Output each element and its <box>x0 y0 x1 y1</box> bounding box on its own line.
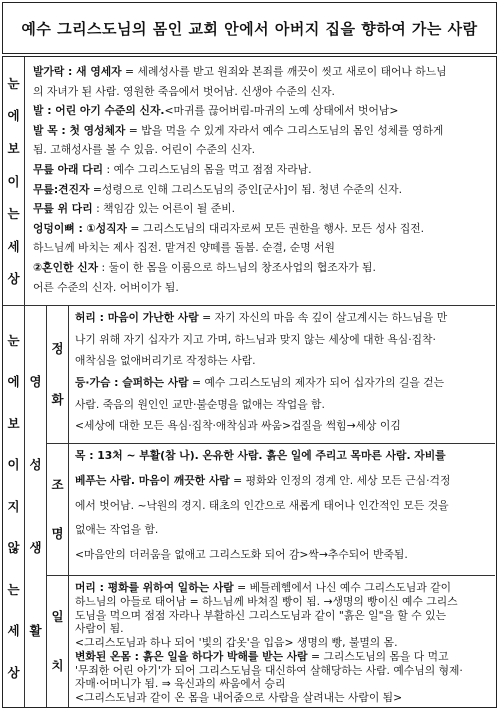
stage-2-text: <마음안의 더러움을 없애고 그리스도화 되어 감>싹→추수되어 반죽됨. <box>75 548 408 562</box>
stage-label-1-char: 정 <box>51 341 64 357</box>
visible-world-line <box>33 181 402 198</box>
stage-3-text: <그리스도님과 같이 온 몸을 내어줌으로 사람을 살려내는 사람이 됨> <box>75 691 403 705</box>
stage-1-text: 나기 위해 자기 십자가 지고 가며, 하느님과 맞지 않는 세상에 대한 욕심·집착· <box>75 332 436 346</box>
visible-world-label-char: 상 <box>7 271 20 287</box>
visible-world-heading: 발 목 : 첫 영성체자 <box>33 123 126 137</box>
invisible-world-label-char: 는 <box>7 581 20 597</box>
stage-3-text: <그리스도님과 하나 되어 '빛의 갑옷'을 입음> 생명의 빵, 불멸의 몸. <box>75 636 398 650</box>
visible-world-line <box>33 259 376 276</box>
spiritual-life-label-char: 활 <box>29 623 42 638</box>
stage-1-text: 애착심을 없애버리기로 작정하는 사람. <box>75 354 256 368</box>
stage-2-text: 없애는 작업을 함. <box>75 523 159 537</box>
stage-divider <box>47 575 495 576</box>
visible-world-label-char: 이 <box>7 173 20 189</box>
stage-3-line <box>75 689 402 706</box>
stage-1-line <box>75 331 436 348</box>
visible-world-label <box>3 57 25 305</box>
stage-label-3 <box>47 575 69 707</box>
stage-3-heading: 변화된 온몸 : 흙은 일을 하다가 박해를 받는 사람 <box>75 649 308 663</box>
invisible-world-label-char: 이 <box>7 457 20 472</box>
visible-world-line <box>33 63 447 80</box>
visible-world-heading: 발가락 : 새 영세자 <box>33 65 122 78</box>
visible-world-line <box>33 200 235 217</box>
stage-2-line <box>75 497 449 514</box>
visible-world-heading: ②혼인한 신자 <box>33 261 99 274</box>
stage-2-heading: 목 : 13처 ~ 부활(참 나). 온유한 사람. 흙은 일에 주리고 목마른 사람. 자비를 <box>75 449 446 462</box>
stage-3-text: 하느님의 아들로 태어남 = 하느님께 바쳐질 빵이 됨. →생명의 빵이신 예수 그리스 <box>75 594 458 608</box>
visible-world-text: 의 자녀가 된 사람. 영원한 죽음에서 벗어남. 신생아 수준의 신자. <box>33 84 335 98</box>
stage-3-text: '무죄한 어린 아기'가 되어 그리스도님을 대신하여 살해당하는 사람. 예수님의 형제· <box>75 663 463 677</box>
visible-world-line <box>33 161 312 178</box>
stage-label-1 <box>47 305 69 443</box>
stage-3-line <box>75 607 446 624</box>
stage-1-text: 사람. 죽음의 원인인 교만·불순명을 없애는 작업을 함. <box>75 397 325 411</box>
visible-world-label-char: 세 <box>7 238 20 254</box>
stage-label-3-char: 치 <box>51 657 64 673</box>
stage-label-1-char: 화 <box>51 391 64 407</box>
stage-1-text: = 예수 그리스도님의 제자가 되어 십자가의 길을 걷는 <box>188 376 445 389</box>
visible-world-line <box>33 239 335 256</box>
visible-world-text: : 둘이 한 몸을 이룸으로 하느님의 창조사업의 협조자가 됨. <box>98 261 376 274</box>
page-title: 예수 그리스도님의 몸인 교회 안에서 아버지 집을 향하여 가는 사람 <box>21 19 478 38</box>
invisible-world-label-char: 에 <box>7 374 20 389</box>
visible-world-label-char: 눈 <box>7 75 20 91</box>
stage-3-heading: 머리 : 평화를 위하여 일하는 사람 <box>75 581 234 594</box>
stage-3-text: 사람이 됨. <box>75 622 124 636</box>
stage-2-line <box>75 546 408 563</box>
stage-2-line <box>75 447 446 464</box>
visible-world-text: 됨. 고해성사를 볼 수 있음. 어린이 수준의 신자. <box>33 143 256 157</box>
stage-1-line <box>75 309 447 326</box>
spiritual-life-label-char: 성 <box>29 457 42 472</box>
visible-world-label-char: 에 <box>7 108 20 124</box>
stage-2-heading: 베푸는 사람. 마음이 깨끗한 사람 <box>75 473 230 487</box>
stage-2-text: 에서 벗어남. ~낙원의 경지. 태초의 인간으로 새롭게 태어나 인간적인 모든 것을 <box>75 498 449 512</box>
visible-world-heading: 무릎 위 다리 <box>33 202 93 216</box>
stage-2-text: = 평화와 인정의 경계 안. 세상 모든 근심·걱정 <box>229 473 451 487</box>
stage-1-line <box>75 396 325 413</box>
stage-label-2 <box>47 443 69 575</box>
stage-2-line <box>75 472 450 489</box>
visible-world-text: 하느님께 바치는 제사 집전. 맡겨진 양떼를 돌봄. 순결, 순명 서원 <box>33 241 335 255</box>
spiritual-life-label <box>25 305 47 707</box>
stage-1-line <box>75 417 401 434</box>
invisible-world-label-char: 세 <box>7 623 20 638</box>
spiritual-life-label-char: 생 <box>29 540 42 555</box>
stage-1-heading: 허리 : 마음이 가난한 사람 <box>75 311 199 324</box>
visible-world-text: 어른 수준의 신자. 어버이가 됨. <box>33 280 179 294</box>
visible-world-line <box>33 122 443 139</box>
visible-world-line <box>33 279 179 296</box>
stage-label-2-char: 조 <box>51 477 64 493</box>
invisible-world-label <box>3 305 25 707</box>
stage-3-text: 자매·어머니가 됨. ⇒ 육신과의 싸움에서 승리 <box>75 677 286 691</box>
invisible-world-label-char: 보 <box>7 415 20 431</box>
stage-2-line <box>75 521 158 538</box>
visible-world-heading: 엉덩이뼈 : ①성직자 <box>33 221 127 235</box>
visible-world-label-char: 는 <box>7 206 20 222</box>
invisible-world-label-char: 상 <box>7 664 20 680</box>
visible-world-text: = 밥을 먹을 수 있게 자라서 예수 그리스도님의 몸인 성체를 영하게 <box>125 123 444 137</box>
visible-world-heading: 무릎 아래 다리 <box>33 163 104 176</box>
invisible-world-label-char: 않 <box>7 540 20 555</box>
invisible-world-label-char: 지 <box>7 498 20 514</box>
visible-world-label-char: 보 <box>7 140 20 156</box>
stage-3-text: = 그리스도님의 몸을 다 먹고 <box>307 649 449 663</box>
visible-world-text: : 예수 그리스도님의 몸을 먹고 점점 자라남. <box>103 163 312 176</box>
spiritual-life-label-char: 영 <box>29 374 42 389</box>
visible-world-line <box>33 220 424 237</box>
stage-1-text: = 자기 자신의 마음 속 깊이 살고계시는 하느님을 만 <box>198 311 448 324</box>
visible-world-text: = 그리스도님의 대리자로써 모든 권한을 행사. 모든 성사 집전. <box>127 221 425 235</box>
stage-label-3-char: 일 <box>51 609 64 625</box>
section-divider <box>3 305 495 306</box>
visible-world-line <box>33 102 398 119</box>
visible-world-line <box>33 83 335 100</box>
stage-3-text: 도님을 먹으며 점점 자라나 부활하신 그리스도님과 같이 "흙은 일"을 할 수 있는 <box>75 608 447 622</box>
visible-world-text: = 세례성사를 받고 원죄와 본죄를 깨끗이 씻고 새로이 태어나 하느님 <box>121 65 447 78</box>
stage-1-line <box>75 374 444 391</box>
stage-1-text: <세상에 대한 모든 욕심·집착·애착심과 싸움>겁질을 썩힘→세상 이김 <box>75 419 401 433</box>
title-box <box>2 2 497 54</box>
visible-world-text: : 책임감 있는 어른이 될 준비. <box>92 202 236 216</box>
stage-3-text: = 베틀레헴에서 나신 예수 그리스도님과 같이 <box>233 581 452 594</box>
visible-world-line <box>33 141 255 158</box>
main-table <box>2 56 497 708</box>
visible-world-heading: 발 : 어린 아기 수준의 신자. <box>33 104 165 118</box>
visible-world-text: =성령으로 인해 그리스도님의 증인[군사]이 됨. 청년 수준의 신자. <box>89 182 403 196</box>
invisible-world-label-char: 눈 <box>7 332 20 348</box>
visible-world-heading: 무릎:견진자 <box>33 182 90 196</box>
stage-1-heading: 등·가슴 : 슬퍼하는 사람 <box>75 376 189 389</box>
stage-label-2-char: 명 <box>51 525 64 541</box>
visible-world-text: <마귀를 끊어버림-마귀의 노예 상태에서 벗어남> <box>164 104 399 118</box>
stage-1-line <box>75 352 256 369</box>
stage-divider <box>47 443 495 444</box>
